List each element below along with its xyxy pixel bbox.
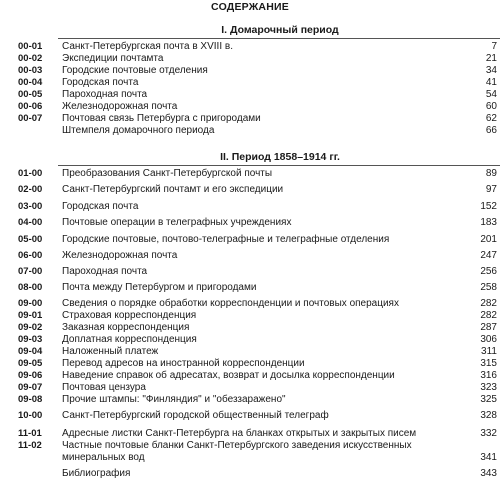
toc-title: Перевод адресов на иностранной корреспонденции [62, 358, 305, 369]
toc-entry[interactable] [0, 394, 500, 406]
toc-page: 328 [480, 410, 497, 421]
toc-code: 11-02 [18, 440, 42, 451]
section-rule-2 [58, 165, 500, 166]
toc-title: Пароходная почта [62, 89, 148, 100]
toc-page: 316 [480, 370, 497, 381]
toc-code: 09-07 [18, 382, 43, 393]
toc-code: 04-00 [18, 217, 43, 228]
toc-page: 341 [480, 452, 497, 463]
toc-title: Почтовая связь Петербурга с пригородами [62, 113, 261, 124]
toc-entry[interactable] [0, 53, 500, 65]
toc-entry[interactable] [0, 217, 500, 229]
toc-entry[interactable] [0, 282, 500, 294]
toc-title: Городские почтовые отделения [62, 65, 208, 76]
toc-page: 282 [480, 310, 497, 321]
toc-entry[interactable] [0, 89, 500, 101]
toc-page: 34 [485, 65, 497, 76]
toc-code: 11-01 [18, 428, 42, 439]
toc-page: 183 [480, 217, 497, 228]
toc-code: 07-00 [18, 266, 43, 277]
toc-entry[interactable] [0, 346, 500, 358]
section-heading-2: II. Период 1858–1914 гг. [220, 151, 340, 163]
toc-code: 10-00 [18, 410, 43, 421]
toc-entry[interactable] [0, 113, 500, 125]
toc-entry[interactable] [0, 266, 500, 278]
toc-page: 311 [481, 346, 497, 357]
toc-page: 7 [491, 41, 497, 52]
toc-code: 09-04 [18, 346, 43, 357]
toc-entry[interactable] [0, 322, 500, 334]
toc-page: 60 [485, 101, 497, 112]
toc-title: Страховая корреспонденция [62, 310, 197, 321]
toc-page: 343 [480, 468, 497, 479]
toc-entry[interactable] [0, 382, 500, 394]
toc-title: Сведения о порядке обработки корреспонденции и почтовых операциях [62, 298, 399, 309]
toc-title: Наведение справок об адресатах, возврат и досылка корреспонденции [62, 370, 395, 381]
toc-title: Штемпеля домарочного периода [62, 125, 215, 136]
toc-code: 02-00 [18, 184, 43, 195]
toc-entry[interactable] [0, 410, 500, 422]
toc-entry[interactable] [0, 358, 500, 370]
toc-page: 89 [485, 168, 497, 179]
toc-title: Санкт-Петербургский городской общественный телеграф [62, 410, 329, 421]
toc-entry[interactable] [0, 334, 500, 346]
toc-title: Почта между Петербургом и пригородами [62, 282, 257, 293]
toc-entry[interactable] [0, 101, 500, 113]
toc-page: 315 [480, 358, 497, 369]
toc-code: 09-08 [18, 394, 43, 405]
toc-entry[interactable] [0, 168, 500, 180]
section-rule-1 [58, 38, 500, 39]
toc-page: 21 [485, 53, 497, 64]
toc-title: Заказная корреспонденция [62, 322, 190, 333]
toc-entry[interactable] [0, 65, 500, 77]
toc-entry[interactable] [0, 468, 500, 480]
toc-code: 05-00 [18, 234, 43, 245]
toc-title: Пароходная почта [62, 266, 148, 277]
toc-code: 00-03 [18, 65, 43, 76]
toc-entry[interactable] [0, 201, 500, 213]
toc-title: Библиография [62, 468, 131, 479]
toc-title: Городские почтовые, почтово-телеграфные и телеграфные отделения [62, 234, 390, 245]
toc-entry[interactable] [0, 184, 500, 196]
toc-title: Доплатная корреспонденция [62, 334, 197, 345]
toc-code: 00-06 [18, 101, 43, 112]
toc-page: 282 [480, 298, 497, 309]
toc-code: 01-00 [18, 168, 43, 179]
toc-title: Городская почта [62, 77, 139, 88]
toc-code: 00-01 [18, 41, 43, 52]
toc-page: 41 [485, 77, 497, 88]
toc-title: Экспедиции почтамта [62, 53, 164, 64]
toc-page: 247 [480, 250, 497, 261]
toc-entry[interactable] [0, 428, 500, 440]
toc-title: Наложенный платеж [62, 346, 159, 357]
toc-code: 09-06 [18, 370, 43, 381]
toc-page: 66 [485, 125, 497, 136]
toc-title: Частные почтовые бланки Санкт-Петербургского заведения искусственных минеральных вод [62, 440, 412, 463]
toc-page: 306 [480, 334, 497, 345]
toc-code: 09-00 [18, 298, 43, 309]
toc-entry[interactable] [0, 125, 500, 137]
page-title: СОДЕРЖАНИЕ [211, 1, 289, 13]
toc-page: 287 [480, 322, 497, 333]
toc-entry[interactable] [0, 440, 500, 464]
toc-entry[interactable] [0, 77, 500, 89]
toc-page: 332 [480, 428, 497, 439]
toc-code: 08-00 [18, 282, 43, 293]
toc-entry[interactable] [0, 234, 500, 246]
toc-title: Прочие штампы: "Финляндия" и "обеззаражено" [62, 394, 286, 405]
toc-code: 00-07 [18, 113, 43, 124]
toc-code: 06-00 [18, 250, 43, 261]
toc-page: 325 [480, 394, 497, 405]
toc-code: 09-03 [18, 334, 43, 345]
toc-title: Преобразования Санкт-Петербургской почты [62, 168, 273, 179]
toc-title: Санкт-Петербургская почта в XVIII в. [62, 41, 233, 52]
toc-code: 00-04 [18, 77, 43, 88]
toc-page: 54 [485, 89, 497, 100]
toc-page: 97 [485, 184, 497, 195]
toc-title: Городская почта [62, 201, 139, 212]
toc-code: 00-05 [18, 89, 43, 100]
toc-page: 62 [485, 113, 497, 124]
toc-entry[interactable] [0, 370, 500, 382]
section-heading-1: I. Домарочный период [221, 24, 339, 36]
toc-page: 256 [480, 266, 497, 277]
toc-entry[interactable] [0, 250, 500, 262]
toc-code: 09-01 [18, 310, 43, 321]
toc-title: Почтовая цензура [62, 382, 146, 393]
toc-page: 323 [480, 382, 497, 393]
toc-code: 03-00 [18, 201, 43, 212]
toc-title: Санкт-Петербургский почтамт и его экспедиции [62, 184, 284, 195]
toc-page: 201 [480, 234, 497, 245]
toc-title: Адресные листки Санкт-Петербурга на бланках открытых и закрытых писем [62, 428, 417, 439]
toc-code: 09-05 [18, 358, 43, 369]
toc-entry[interactable] [0, 41, 500, 53]
toc-entry[interactable] [0, 310, 500, 322]
toc-title: Почтовые операции в телеграфных учреждениях [62, 217, 292, 228]
toc-title: Железнодорожная почта [62, 250, 178, 261]
toc-page: 152 [480, 201, 497, 212]
toc-page: 258 [480, 282, 497, 293]
toc-code: 09-02 [18, 322, 43, 333]
toc-code: 00-02 [18, 53, 43, 64]
toc-title: Железнодорожная почта [62, 101, 178, 112]
toc-entry[interactable] [0, 298, 500, 310]
